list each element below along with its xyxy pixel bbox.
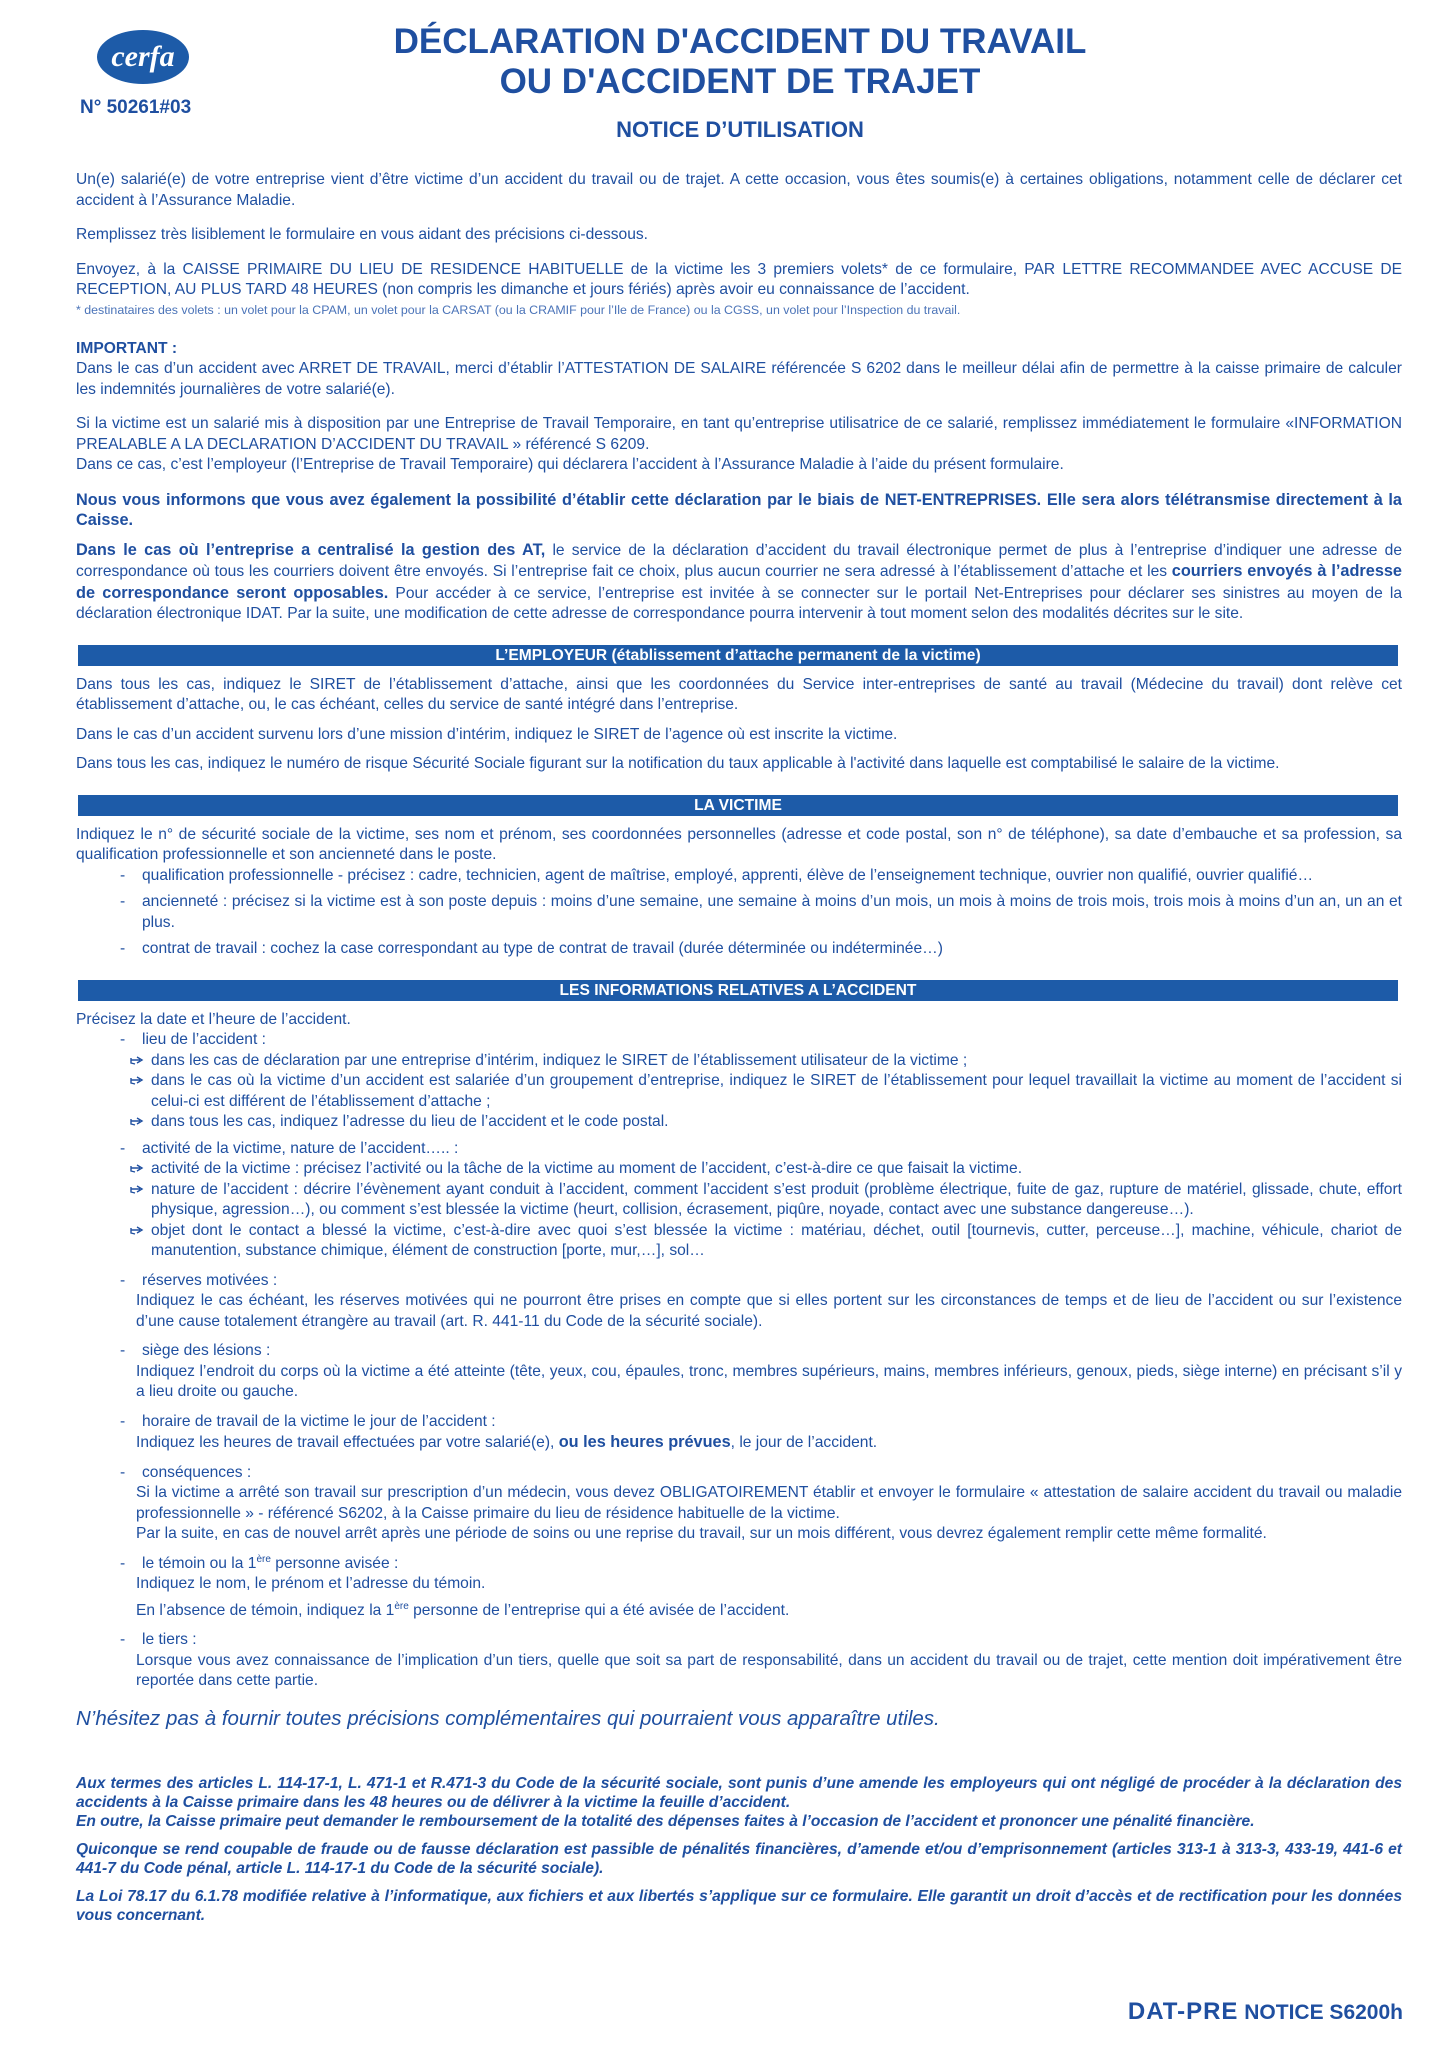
centralisation-bold-1: Dans le cas où l’entreprise a centralisé la gestion des AT, [76, 540, 546, 559]
centralisation-text-2: Pour accéder à ce service, l’entreprise est invitée à se connecter sur le portail Net-Entreprises pour déclarer ses sinistres au moyen de la déclaration électronique IDAT. Par la suite, une modification de cette adresse de correspondance pourra intervenir à tout moment selon des modalités décrites sur le site. [76, 584, 1402, 622]
consequences-text-1: Si la victime a arrêté son travail sur prescription d’un médecin, vous devez OBLIGATOIREMENT établir et envoyer le formulaire « attestation de salaire accident du travail ou maladie professionnelle » - référencé S6202, à la Caisse primaire du lieu de résidence habituelle de la victime. [136, 1484, 1402, 1522]
reserves-text: Indiquez le cas échéant, les réserves motivées qui ne pourront être prises en compte que si elles portent sur les circonstances de temps et de lieu de l’accident ou sur l’existence d’une cause totalement étrangère au travail (art. R. 441-11 du Code de la sécurité sociale). [136, 1292, 1402, 1330]
centralisation-paragraph [76, 540, 1402, 625]
accident-item-horaire: - horaire de travail de la victime le jour de l’accident : [120, 1412, 1402, 1433]
victim-item-contrat: - contrat de travail : cochez la case correspondant au type de contrat de travail (durée déterminée ou indéterminée…) [120, 939, 1402, 960]
legal-paragraph-1a: Aux termes des articles L. 114-17-1, L. 471-1 et R.471-3 du Code de la sécurité sociale, sont punis d’une amende les employeurs qui ont négligé de procéder à la déclaration des accidents à la Caisse primaire dans les 48 heures ou de délivrer à la victime la feuille d’accident. [76, 1774, 1402, 1811]
lieu-label: lieu de l’accident : [142, 1031, 266, 1048]
consequences-text-2: Par la suite, en cas de nouvel arrêt après une période de soins ou une reprise du travail, sur un mois différent, vous devrez également remplir cette même formalité. [136, 1525, 1267, 1542]
activite-subitem: objet dont le contact a blessé la victime, c’est-à-dire avec quoi s’est blessée la victime : matériau, déchet, outil [tournevis, cutter, perceuse…], machine, véhicule, chariot de manutention, substance chimique, élément de construction [porte, mur,…], sol… [130, 1221, 1402, 1262]
recipients-note: * destinataires des volets : un volet pour la CPAM, un volet pour la CARSAT (ou la CRAMIF pour l’Ile de France) ou la CGSS, un volet pour l’Inspection du travail. [76, 302, 961, 317]
legal-paragraph-2: Quiconque se rend coupable de fraude ou de fausse déclaration est passible de pénalités financières, d’amende et/ou d’emprisonnement (articles 313-1 à 313-3, 433-19, 441-6 et 441-7 du Code pénal, article L. 114-17-1 du Code de la sécurité sociale). [76, 1840, 1402, 1877]
footer-ref-a: DAT-PRE [1127, 1998, 1239, 2025]
siege-text: Indiquez l’endroit du corps où la victime a été atteinte (tête, yeux, cou, épaules, tronc, membres supérieurs, mains, membres inférieurs, genoux, pieds, siège interne) en précisant s’il y a lieu droite ou gauche. [136, 1362, 1402, 1400]
legal-paragraph-3: La Loi 78.17 du 6.1.78 modifiée relative à l’informatique, aux fichiers et aux libertés s’applique sur ce formulaire. Elle garantit un droit d’accès et de rectification pour les données vous concernant. [76, 1887, 1402, 1924]
pointing-hand-icon [130, 1224, 147, 1236]
employer-paragraph-3: Dans tous les cas, indiquez le numéro de risque Sécurité Sociale figurant sur la notification du taux applicable à l'activité dans laquelle est comptabilisé le salaire de la victime. [76, 755, 1280, 772]
accident-list [76, 1030, 1402, 1051]
centralisation-bold-2: courriers envoyés à l’adresse de correspondance seront opposables. [76, 562, 1402, 602]
title-line-1: DÉCLARATION D'ACCIDENT DU TRAVAIL [393, 22, 1087, 61]
accident-item-siege: - siège des lésions : [120, 1341, 1402, 1362]
important-paragraph-2b: Dans ce cas, c’est l’employeur (l’Entreprise de Travail Temporaire) qui déclarera l’accident à l’Assurance Maladie à l’aide du présent formulaire. [76, 456, 1064, 473]
horaire-text: Indiquez les heures de travail effectuées par votre salarié(e), ou les heures prévues, le jour de l’accident. [136, 1433, 878, 1451]
activite-label: activité de la victime, nature de l’accident….. : [142, 1139, 459, 1157]
logo-text: cerfa [111, 40, 175, 73]
employer-banner: L’EMPLOYEUR (établissement d’attache permanent de la victime) [78, 645, 1398, 666]
pointing-hand-icon [130, 1183, 147, 1195]
accident-item-consequences: - conséquences : [120, 1463, 1402, 1484]
accident-item-temoin: - le témoin ou la 1ère personne avisée : [120, 1554, 1402, 1575]
footer-reference [1128, 1998, 1403, 2026]
temoin-text-2: En l’absence de témoin, indiquez la 1ère personne de l’entreprise qui a été avisée de l’accident. [136, 1600, 790, 1619]
title-line-2: OU D'ACCIDENT DE TRAJET [499, 62, 981, 101]
footer-ref-b: NOTICE S6200h [1244, 2001, 1403, 2024]
accident-item-tiers: - le tiers : [120, 1630, 1402, 1651]
victim-banner: LA VICTIME [78, 795, 1398, 816]
accident-item-reserves: - réserves motivées : [120, 1271, 1402, 1292]
document-title [300, 22, 1180, 102]
closing-statement: N’hésitez pas à fournir toutes précisions complémentaires qui pourraient vous apparaître utiles. [76, 1706, 940, 1730]
pointing-hand-icon [130, 1074, 147, 1086]
lieu-sublist [76, 1051, 1402, 1133]
lieu-subitem: dans le cas où la victime d’un accident est salariée d’un groupement d’entreprise, indiquez le SIRET de l’établissement pour lequel travaillait la victime au moment de l’accident si celui-ci est différent de l’établissement d’attache ; [130, 1071, 1402, 1112]
notice-subtitle: NOTICE D’UTILISATION [616, 117, 864, 142]
activite-subitem: nature de l’accident : décrire l’évènement ayant conduit à l’accident, comment l’accident s’est produit (problème électrique, fuite de gaz, rupture de matériel, glissade, chute, effort physique, agression…), ou comment s’est blessée la victime (heurt, collision, écrasement, piqûre, noyade, contact avec une substance dangereuse…). [130, 1180, 1402, 1221]
important-paragraph-1: Dans le cas d’un accident avec ARRET DE TRAVAIL, merci d’établir l’ATTESTATION DE SALAIRE référencée S 6202 dans le meilleur délai afin de permettre à la caisse primaire de calculer les indemnités journalières de votre salarié(e). [76, 360, 1402, 398]
tiers-text: Lorsque vous avez connaissance de l’implication d’un tiers, quelle que soit sa part de responsabilité, dans un accident du travail ou de trajet, cette mention doit impérativement être reportée dans cette partie. [136, 1651, 1402, 1689]
legal-paragraph-1b: En outre, la Caisse primaire peut demander le remboursement de la totalité des dépenses faites à l’occasion de l’accident et prononcer une pénalité financière. [76, 1812, 1255, 1830]
employer-paragraph-2: Dans le cas d’un accident survenu lors d’une mission d’intérim, indiquez le SIRET de l’agence où est inscrite la victime. [76, 725, 898, 743]
intro-paragraph-1: Un(e) salarié(e) de votre entreprise vient d’être victime d’un accident du travail ou de trajet. A cette occasion, vous êtes soumis(e) à certaines obligations, notamment celle de déclarer cet accident à l’Assurance Maladie. [76, 171, 1402, 209]
accident-banner: LES INFORMATIONS RELATIVES A L’ACCIDENT [78, 980, 1398, 1001]
temoin-text-1: Indiquez le nom, le prénom et l’adresse du témoin. [136, 1575, 486, 1592]
victim-list [76, 866, 1402, 960]
pointing-hand-icon [130, 1054, 147, 1066]
employer-paragraph-1: Dans tous les cas, indiquez le SIRET de l’établissement d’attache, ainsi que les coordonnées du Service inter-entreprises de santé au travail (Médecine du travail) dont relève cet établissement d’attache, ou, le cas échéant, celles du service de santé intégré dans l’entreprise. [76, 675, 1402, 713]
form-number: N° 50261#03 [80, 97, 192, 118]
notice-content [76, 170, 1402, 1925]
pointing-hand-icon [130, 1115, 147, 1127]
net-entreprises-paragraph: Nous vous informons que vous avez également la possibilité d’établir cette déclaration par le biais de NET-ENTREPRISES. Elle sera alors télétransmise directement à la Caisse. [76, 490, 1402, 529]
centralisation-text-1: le service de la déclaration d’accident du travail électronique permet de plus à l’entreprise d’indiquer une adresse de correspondance où tous les courriers doivent être envoyés. Si l’entreprise fait ce choix, plus aucun courrier ne sera adressé à l’établissement d’attache et les [76, 541, 1402, 580]
victim-item-anciennete: - ancienneté : précisez si la victime est à son poste depuis : moins d’une semaine, une semaine à moins d’un mois, un mois à moins de trois mois, trois mois à moins d’un an, un an et plus. [120, 892, 1402, 933]
accident-item-activite [120, 1139, 1402, 1160]
accident-intro: Précisez la date et l’heure de l’accident. [76, 1010, 351, 1028]
important-paragraph-2a: Si la victime est un salarié mis à disposition par une Entreprise de Travail Temporaire, en tant qu’entreprise utilisatrice de ce salarié, remplissez immédiatement le formulaire «INFORMATION PREALABLE A LA DECLARATION D’ACCIDENT DU TRAVAIL » référencé S 6209. [76, 415, 1402, 453]
activite-sublist [76, 1159, 1402, 1262]
lieu-subitem: dans tous les cas, indiquez l’adresse du lieu de l’accident et le code postal. [130, 1112, 1402, 1133]
pointing-hand-icon [130, 1162, 147, 1174]
intro-paragraph-3: Envoyez, à la CAISSE PRIMAIRE DU LIEU DE RESIDENCE HABITUELLE de la victime les 3 premiers volets* de ce formulaire, PAR LETTRE RECOMMANDEE AVEC ACCUSE DE RECEPTION, AU PLUS TARD 48 HEURES (non compris les dimanche et jours fériés) après avoir eu connaissance de l’accident. [76, 260, 1402, 298]
accident-item-lieu [120, 1030, 1402, 1051]
lieu-subitem: dans les cas de déclaration par une entreprise d’intérim, indiquez le SIRET de l’établissement utilisateur de la victime ; [130, 1051, 1402, 1072]
important-heading: IMPORTANT : [76, 339, 178, 357]
victim-paragraph: Indiquez le n° de sécurité sociale de la victime, ses nom et prénom, ses coordonnées personnelles (adresse et code postal, son n° de téléphone), sa date d’embauche et sa profession, sa qualification professionnelle et son ancienneté dans le poste. [76, 825, 1402, 863]
intro-paragraph-2: Remplissez très lisiblement le formulaire en vous aidant des précisions ci-dessous. [76, 226, 649, 243]
victim-item-qualification: - qualification professionnelle - précisez : cadre, technicien, agent de maîtrise, employé, apprenti, élève de l’enseignement technique, ouvrier non qualifié, ouvrier qualifié… [120, 866, 1402, 887]
cerfa-logo [95, 28, 191, 86]
activite-subitem: activité de la victime : précisez l’activité ou la tâche de la victime au moment de l’accident, c’est-à-dire ce que faisait la victime. [130, 1159, 1402, 1180]
